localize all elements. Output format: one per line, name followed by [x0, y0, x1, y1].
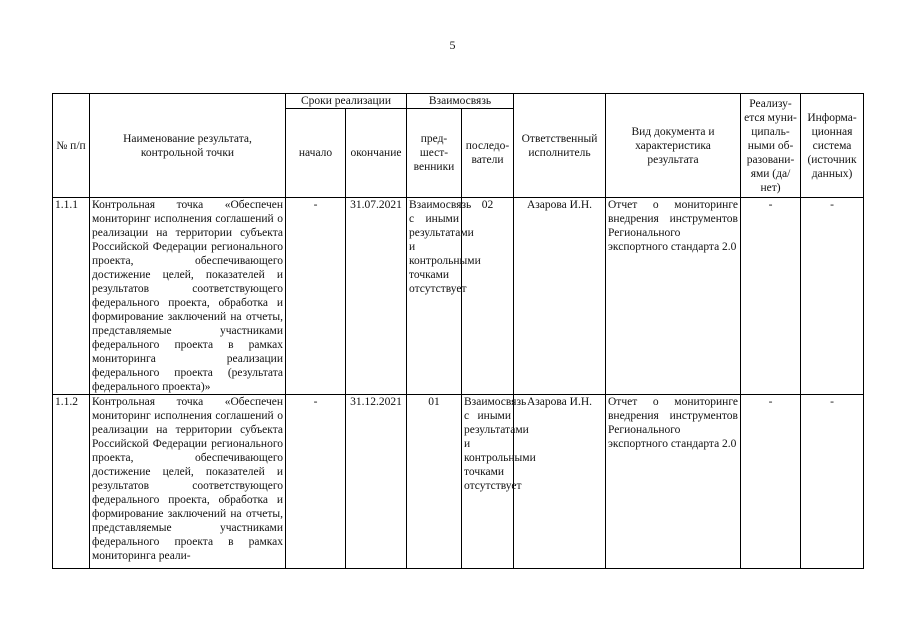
- row-successors: Взаимосвязь с иными результатами и контрольными точками отсутствует: [462, 395, 514, 569]
- table-row: [53, 395, 864, 569]
- header-predecessors: пред- шест- венники: [407, 109, 462, 198]
- header-terms: Сроки реализации: [286, 94, 407, 109]
- row-num: 1.1.1: [53, 198, 90, 395]
- page-number: 5: [449, 38, 456, 52]
- header-end: окончание: [346, 109, 407, 198]
- header-num: № п/п: [53, 94, 90, 198]
- row-doc-type: Отчет о мониторинге внедрения инструментов Регионального экспортного стандарта 2.0: [606, 395, 741, 569]
- header-successors: последо- ватели: [462, 109, 514, 198]
- table-row: [53, 198, 864, 395]
- header-municipal: Реализу- ется муни- ципаль- ными об- разовани- ями (да/нет): [741, 94, 801, 198]
- row-responsible: Азарова И.Н.: [514, 395, 606, 569]
- row-info-system: -: [801, 198, 864, 395]
- row-name: Контрольная точка «Обеспечен мониторинг исполнения соглашений о реализации на территории субъекта Российской Федерации регионального проекта, обеспечивающего достижение целей, показателей и результатов соответствующего федерального проекта, обработка и формирование заключений на отчеты, представляемые участниками федерального проекта в рамках мониторинга реализации федерального проекта (результата федерального проекта)»: [90, 198, 286, 395]
- row-doc-type: Отчет о мониторинге внедрения инструментов Регионального экспортного стандарта 2.0: [606, 198, 741, 395]
- header-responsible: Ответственный исполнитель: [514, 94, 606, 198]
- row-start: -: [286, 198, 346, 395]
- header-relation: Взаимосвязь: [407, 94, 514, 109]
- row-end: 31.12.2021: [346, 395, 407, 569]
- row-start: -: [286, 395, 346, 569]
- row-responsible: Азарова И.Н.: [514, 198, 606, 395]
- row-info-system: -: [801, 395, 864, 569]
- row-predecessors: Взаимосвязь с иными результатами и контрольными точками отсутствует: [407, 198, 462, 395]
- header-row-top: [53, 94, 864, 109]
- row-predecessors: 01: [407, 395, 462, 569]
- header-doc-type: Вид документа и характеристика результата: [606, 94, 741, 198]
- row-end: 31.07.2021: [346, 198, 407, 395]
- row-municipal: -: [741, 198, 801, 395]
- row-municipal: -: [741, 395, 801, 569]
- header-start: начало: [286, 109, 346, 198]
- header-info-system: Информа- ционная система (источник данных): [801, 94, 864, 198]
- header-name: Наименование результата, контрольной точки: [90, 94, 286, 198]
- row-successors: 02: [462, 198, 514, 395]
- row-name: Контрольная точка «Обеспечен мониторинг исполнения соглашений о реализации на территории субъекта Российской Федерации регионального проекта, обеспечивающего достижение целей, показателей и результатов соответствующего федерального проекта, обработка и формирование заключений на отчеты, представляемые участниками федерального проекта в рамках мониторинга реали-: [90, 395, 286, 569]
- project-plan-table: [52, 93, 864, 569]
- row-num: 1.1.2: [53, 395, 90, 569]
